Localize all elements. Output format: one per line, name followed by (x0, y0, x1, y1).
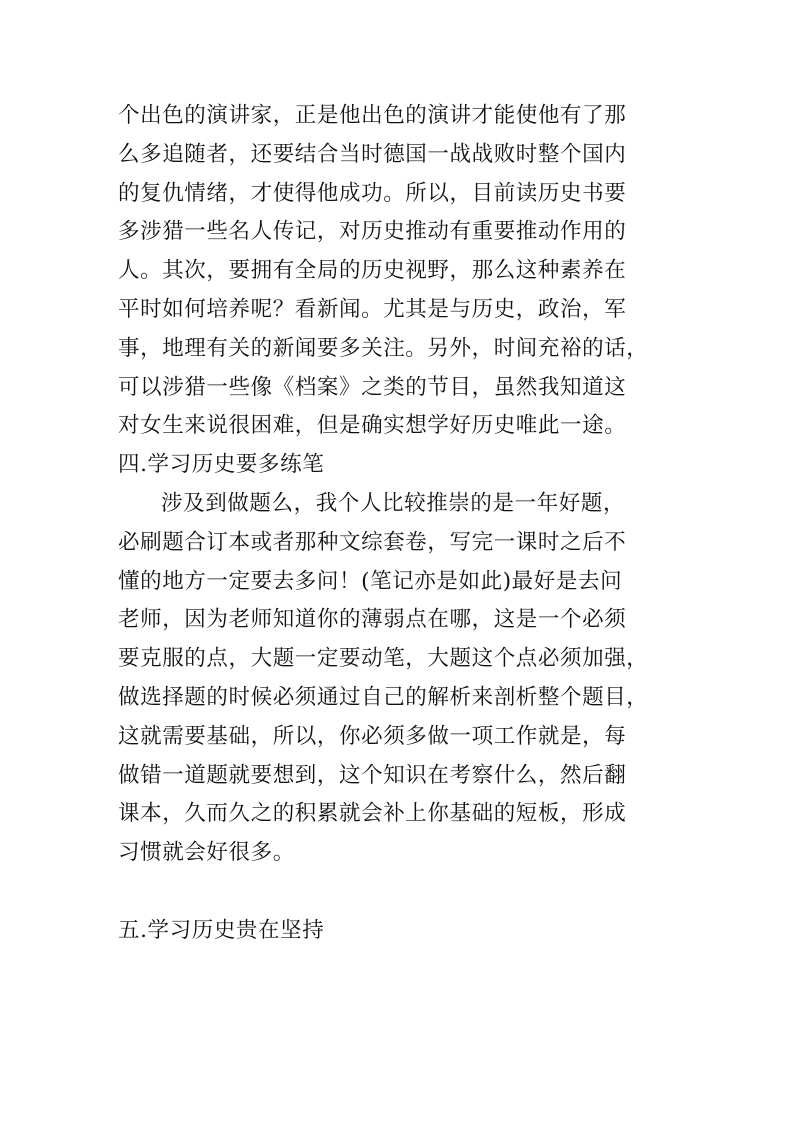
blank-line (118, 873, 678, 912)
section-4-paragraph (118, 485, 678, 873)
text-line: 对女生来说很困难，但是确实想学好历史唯此一途。 (118, 413, 627, 439)
text-line: 课本，久而久之的积累就会补上你基础的短板，形成 (118, 801, 627, 827)
text-line: 事，地理有关的新闻要多关注。另外，时间充裕的话， (118, 335, 649, 361)
text-line: 习惯就会好很多。 (118, 840, 295, 866)
text-line: 人。其次，要拥有全局的历史视野，那么这种素养在 (118, 258, 627, 284)
text-line: 这就需要基础，所以，你必须多做一项工作就是，每 (118, 723, 627, 749)
document-page (118, 97, 678, 951)
text-line: 懂的地方一定要去多问！(笔记亦是如此)最好是去问 (118, 568, 623, 594)
paragraph-continued (118, 97, 678, 446)
text-line: 做选择题的时候必须通过自己的解析来剖析整个题目， (118, 684, 649, 710)
text-line: 多涉猎一些名人传记，对历史推动有重要推动作用的 (118, 219, 627, 245)
text-line: 做错一道题就要想到，这个知识在考察什么，然后翻 (118, 762, 627, 788)
text-line: 平时如何培养呢？看新闻。尤其是与历史，政治，军 (118, 296, 627, 322)
text-line: 要克服的点，大题一定要动笔，大题这个点必须加强， (118, 646, 649, 672)
text-line: 老师，因为老师知道你的薄弱点在哪，这是一个必须 (118, 607, 627, 633)
text-line: 必刷题合订本或者那种文综套卷，写完一课时之后不 (118, 529, 627, 555)
text-line: 可以涉猎一些像《档案》之类的节目，虽然我知道这 (118, 374, 627, 400)
section-5-heading: 五.学习历史贵在坚持 (118, 917, 325, 943)
section-4-heading: 四.学习历史要多练笔 (118, 452, 325, 478)
text-line: 的复仇情绪，才使得他成功。所以，目前读历史书要 (118, 180, 627, 206)
text-line: 么多追随者，还要结合当时德国一战战败时整个国内 (118, 141, 627, 167)
text-line: 涉及到做题么，我个人比较推崇的是一年好题， (161, 490, 626, 516)
text-line: 个出色的演讲家，正是他出色的演讲才能使他有了那 (118, 103, 627, 128)
